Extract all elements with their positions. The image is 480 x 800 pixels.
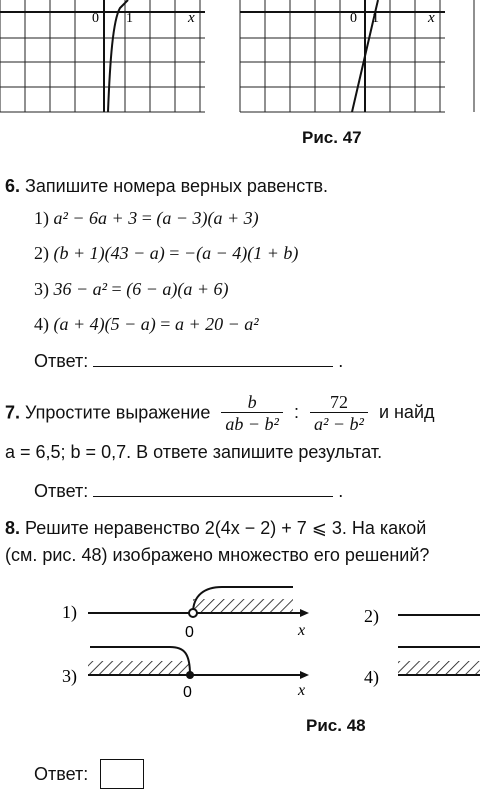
figure-47-graphs (0, 0, 480, 120)
task-8-line-1 (5, 518, 426, 539)
task-6-item-2: 2) (b + 1)(43 − a) = −(a − 4)(1 + b) (34, 243, 299, 263)
answer-field[interactable] (93, 480, 333, 497)
task-6-heading (5, 176, 328, 197)
option-1-point (189, 609, 197, 617)
option-4-number: 4) (364, 667, 379, 687)
item-rhs: (6 − a)(a + 6) (126, 279, 229, 299)
task-6-item-4: 4) (a + 4)(5 − a) = a + 20 − a² (34, 314, 259, 334)
item-number: 1) (34, 208, 49, 228)
task-6-item-3: 3) 36 − a² = (6 − a)(a + 6) (34, 279, 229, 299)
fraction-2 (310, 392, 368, 435)
item-lhs: a² − 6a + 3 (53, 208, 138, 228)
answer-label: Ответ: (34, 481, 89, 501)
task-6-number: 6. (5, 176, 21, 196)
option-3-x: x (298, 682, 306, 699)
option-2-number: 2) (364, 606, 379, 626)
option-1-x: x (298, 622, 306, 639)
task-6-answer: Ответ: . (34, 351, 344, 371)
task-8-answer-label: Ответ: (34, 764, 89, 784)
option-3-point (186, 671, 194, 679)
item-number: 3) (34, 279, 49, 299)
graph-1-grid (0, 0, 205, 112)
graph-1-zero-label: 0 (92, 11, 99, 26)
item-rhs: a + 20 − a² (174, 314, 259, 334)
division-sign: : (293, 402, 299, 423)
fraction-1 (221, 392, 283, 435)
task-7-line-1 (5, 392, 435, 435)
item-lhs: 36 − a² (53, 279, 108, 299)
graph-2-one-label: 1 (372, 11, 379, 26)
task-8-answer-box[interactable] (100, 759, 144, 789)
figure-48-number-lines (0, 585, 480, 705)
task-6-item-1: 1) a² − 6a + 3 = (a − 3)(a + 3) (34, 208, 259, 228)
graph-2-zero-label: 0 (350, 11, 357, 26)
option-3-number: 3) (62, 666, 77, 686)
item-lhs: (b + 1)(43 − a) (53, 243, 165, 263)
item-number: 4) (34, 314, 49, 334)
task-7-answer: Ответ: . (34, 481, 344, 501)
task-7-prompt-end: и найд (378, 402, 435, 423)
task-7-prompt-start: Упростите выражение (25, 402, 211, 423)
task-8-number: 8. (5, 518, 21, 538)
fraction-2-numerator: 72 (310, 392, 368, 413)
graph-2-grid (240, 0, 445, 112)
option-1-hatch (193, 599, 293, 613)
graph-2-axes (240, 0, 445, 112)
option-3-zero: 0 (183, 684, 192, 701)
graph-1-x-label: x (188, 10, 195, 26)
fraction-1-denominator: ab − b² (225, 414, 279, 434)
option-3-hatch (88, 661, 190, 675)
answer-label: Ответ: (34, 351, 89, 371)
task-7-number: 7. (5, 402, 21, 423)
fraction-1-numerator: b (221, 392, 283, 413)
answer-field[interactable] (93, 350, 333, 367)
item-number: 2) (34, 243, 49, 263)
task-7-line-2: a = 6,5; b = 0,7. В ответе запишите результат. (5, 442, 383, 462)
graph-1-one-label: 1 (126, 11, 133, 26)
figure-48-caption: Рис. 48 (306, 716, 366, 735)
item-lhs: (a + 4)(5 − a) (53, 314, 156, 334)
option-4-hatch (398, 661, 480, 675)
fraction-2-denominator: a² − b² (313, 414, 364, 434)
item-rhs: −(a − 4)(1 + b) (183, 243, 299, 263)
graph-1-axes (0, 0, 205, 112)
item-rhs: (a − 3)(a + 3) (156, 208, 259, 228)
option-1-number: 1) (62, 602, 77, 622)
task-8-line-1-text: Решите неравенство 2(4x − 2) + 7 ⩽ 3. На какой (25, 518, 427, 538)
graph-2-x-label: x (428, 10, 435, 26)
option-1-zero: 0 (185, 624, 194, 641)
task-8-line-2: (см. рис. 48) изображено множество его решений? (5, 545, 430, 565)
figure-47-caption: Рис. 47 (302, 128, 362, 147)
task-6-prompt: Запишите номера верных равенств. (25, 176, 329, 196)
